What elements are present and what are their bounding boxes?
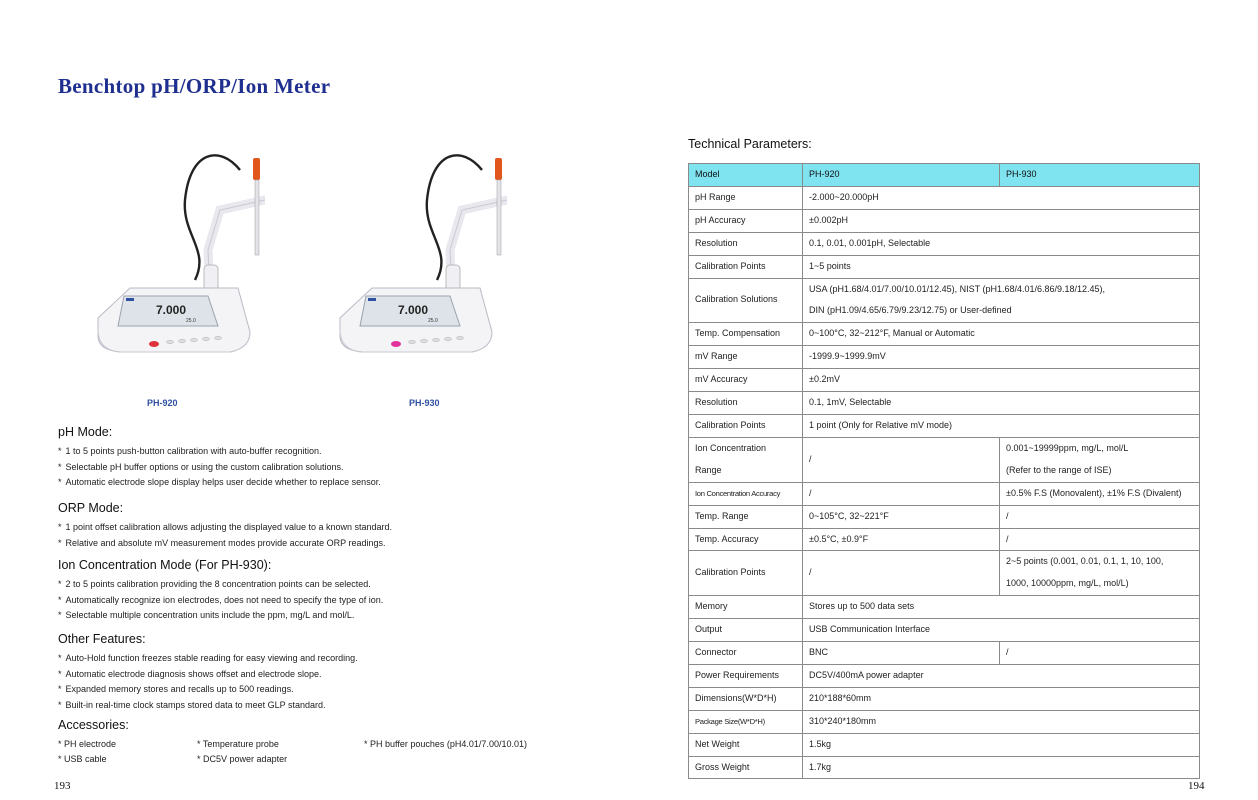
table-row: Calibration Points / 2~5 points (0.001, 0.01, 0.1, 1, 10, 100, 1000, 10000ppm, mg/L, mol/L): [689, 551, 1200, 596]
page-number-left: 193: [54, 780, 71, 792]
accessory-item: * USB cable: [58, 754, 107, 764]
table-row: Ion Concentration Range / 0.001~19999ppm, mg/L, mol/L (Refer to the range of ISE): [689, 437, 1200, 482]
table-row: Output USB Communication Interface: [689, 619, 1200, 642]
page-number-right: 194: [1188, 780, 1205, 792]
table-row: Memory Stores up to 500 data sets: [689, 596, 1200, 619]
table-row: pH Accuracy ±0.002pH: [689, 209, 1200, 232]
section-ion-mode: [58, 558, 383, 624]
table-row: Calibration Points 1~5 points: [689, 255, 1200, 278]
feature-item: * Automatically recognize ion electrodes, does not need to specify the type of ion.: [58, 594, 384, 605]
svg-text:7.000: 7.000: [398, 303, 429, 317]
product-images: [80, 140, 500, 415]
accessory-item: * DC5V power adapter: [197, 754, 288, 764]
power-button: [149, 341, 159, 347]
feature-item: * Auto-Hold function freezes stable reading for easy viewing and recording.: [58, 653, 358, 663]
table-row: Calibration Solutions USA (pH1.68/4.01/7.00/10.01/12.45), NIST (pH1.68/4.01/6.86/9.18/12.45), DIN (pH1.09/4.65/6.79/9.23/12.75) or User-defined: [689, 278, 1200, 323]
table-row: Resolution 0.1, 0.01, 0.001pH, Selectable: [689, 232, 1200, 255]
feature-item: * Selectable multiple concentration units include the ppm, mg/L and mol/L.: [58, 610, 355, 621]
table-row: mV Accuracy ±0.2mV: [689, 369, 1200, 392]
ph-920-meter-image: [90, 140, 265, 390]
section-heading: ORP Mode:: [58, 501, 124, 515]
table-row: Temp. Compensation 0~100°C, 32~212°F, Manual or Automatic: [689, 323, 1200, 346]
display-reading: 7.000: [156, 303, 187, 317]
section-ph-mode: [58, 425, 381, 491]
feature-item: * 1 point offset calibration allows adjusting the displayed value to a known standard.: [58, 522, 393, 532]
table-header-row: Model PH-920 PH-930: [689, 164, 1200, 187]
technical-parameters-table: [688, 163, 1200, 779]
table-row: Connector BNC /: [689, 642, 1200, 665]
model-caption-ph-930: PH-930: [409, 398, 440, 408]
accessory-item: * PH electrode: [58, 739, 117, 749]
section-other-features: [58, 632, 358, 713]
feature-item: * 2 to 5 points calibration providing the 8 concentration points can be selected.: [58, 579, 371, 589]
table-row: Net Weight 1.5kg: [689, 733, 1200, 756]
feature-item: * Selectable pH buffer options or using the custom calibration solutions.: [58, 461, 344, 472]
table-row: pH Range -2.000~20.000pH: [689, 186, 1200, 209]
ph-930-meter-image: [332, 140, 507, 390]
section-orp-mode: [58, 501, 392, 551]
feature-item: * Expanded memory stores and recalls up to 500 readings.: [58, 684, 294, 695]
table-row: Temp. Range 0~105°C, 32~221°F /: [689, 505, 1200, 528]
section-accessories: [58, 718, 578, 769]
page-title: Benchtop pH/ORP/Ion Meter: [58, 74, 331, 98]
section-heading: Ion Concentration Mode (For PH-930):: [58, 558, 272, 572]
accessory-item: * Temperature probe: [197, 739, 279, 749]
table-row: Package Size(W*D*H) 310*240*180mm: [689, 710, 1200, 733]
feature-item: * 1 to 5 points push-button calibration with auto-buffer recognition.: [58, 446, 322, 456]
svg-text:25.0: 25.0: [186, 318, 196, 324]
table-row: Gross Weight 1.7kg: [689, 756, 1200, 779]
table-row: Power Requirements DC5V/400mA power adapter: [689, 664, 1200, 687]
feature-item: * Built-in real-time clock stamps stored data to meet GLP standard.: [58, 699, 326, 710]
section-heading: Other Features:: [58, 632, 146, 646]
svg-text:25.0: 25.0: [428, 318, 438, 324]
table-row: Resolution 0.1, 1mV, Selectable: [689, 392, 1200, 415]
section-heading: Accessories:: [58, 718, 129, 732]
table-row: Calibration Points 1 point (Only for Relative mV mode): [689, 414, 1200, 437]
table-row: Temp. Accuracy ±0.5°C, ±0.9°F /: [689, 528, 1200, 551]
table-row: Ion Concentration Accuracy / ±0.5% F.S (Monovalent), ±1% F.S (Divalent): [689, 482, 1200, 505]
table-row: mV Range -1999.9~1999.9mV: [689, 346, 1200, 369]
accessory-item: * PH buffer pouches (pH4.01/7.00/10.01): [364, 739, 527, 749]
model-caption-ph-920: PH-920: [147, 398, 178, 408]
table-row: Dimensions(W*D*H) 210*188*60mm: [689, 687, 1200, 710]
section-heading: pH Mode:: [58, 425, 113, 439]
feature-item: * Relative and absolute mV measurement modes provide accurate ORP readings.: [58, 537, 386, 548]
feature-item: * Automatic electrode diagnosis shows offset and electrode slope.: [58, 668, 322, 679]
feature-item: * Automatic electrode slope display helps user decide whether to replace sensor.: [58, 477, 381, 488]
technical-parameters-title: Technical Parameters:: [688, 137, 812, 151]
